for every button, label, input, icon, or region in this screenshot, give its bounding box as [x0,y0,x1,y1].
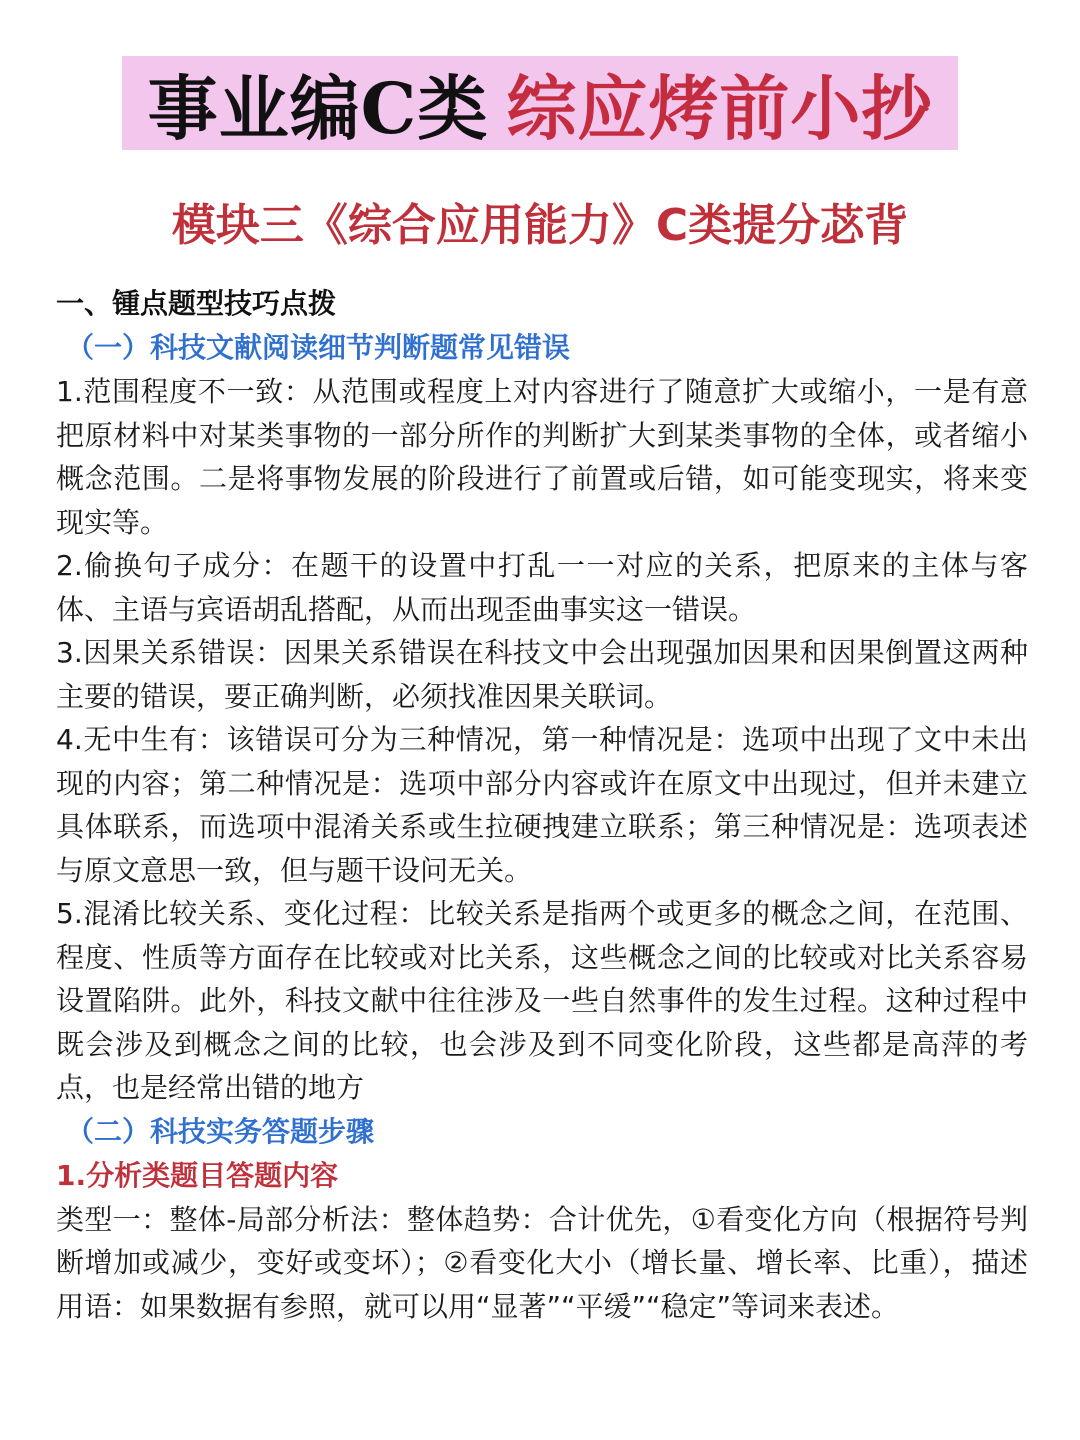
module-subtitle: 模块三《综合应用能力》C类提分苾背 [171,200,909,251]
list-item-4: 4.无中生有：该错误可分为三种情况，第一种情况是：选项中出现了文中未出现的内容；第二种情况是：选项中部分内容或许在原文中出现过，但并未建立具体联系，而选项中混淆关系或生拉硬拽建立联系；第三种情况是：选项表述与原文意思一致，但与题干设问无关。 [56,723,1028,887]
list-item-5: 5.混淆比较关系、变化过程：比较关系是指两个或更多的概念之间，在范围、程度、性质等方面存在比较或对比关系，这些概念之间的比较或对比关系容易设置陷阱。此外，科技文献中往往涉及一些自然事件的发生过程。这种过程中既会涉及到概念之间的比较，也会涉及到不同变化阶段，这些都是高萍的考点，也是经常出错的地方 [56,897,1028,1104]
list-item-2: 2.偷换句子成分：在题干的设置中打乱一一对应的关系，把原来的主体与客体、主语与宾语胡乱搭配，从而出现歪曲事实这一错误。 [56,549,1028,626]
banner-title-red: 综应烤前小抄 [506,66,933,150]
topic-heading: 1.分析类题目答题内容 [56,1158,339,1192]
banner-title-black: 事业编C类 [147,66,489,150]
title-banner [122,56,958,150]
notes-content [56,282,1028,1328]
list-item-3: 3.因果关系错误：因果关系错误在科技文中会出现强加因果和因果倒置这两种主要的错误，要正确判断，必须找准因果关联词。 [56,636,1028,713]
subsection-heading-1: （一）科技文献阅读细节判断题常见错误 [66,331,571,364]
list-item-1: 1.范围程度不一致：从范围或程度上对内容进行了随意扩大或缩小，一是有意把原材料中对某类事物的一部分所作的判断扩大到某类事物的全体，或者缩小概念范围。二是将事物发展的阶段进行了前置或后错，如可能变现实，将来变现实等。 [56,375,1028,539]
topic-paragraph: 类型一：整体-局部分析法：整体趋势：合计优先，①看变化方向（根据符号判断增加或减少，变好或变坏）；②看变化大小（增长量、增长率、比重），描述用语：如果数据有参照，就可以用“显著”“平缓”“稳定”等词来表述。 [56,1202,1028,1323]
subsection-heading-2: （二）科技实务答题步骤 [66,1114,375,1148]
section-heading: 一、锺点题型技巧点拨 [56,287,337,320]
